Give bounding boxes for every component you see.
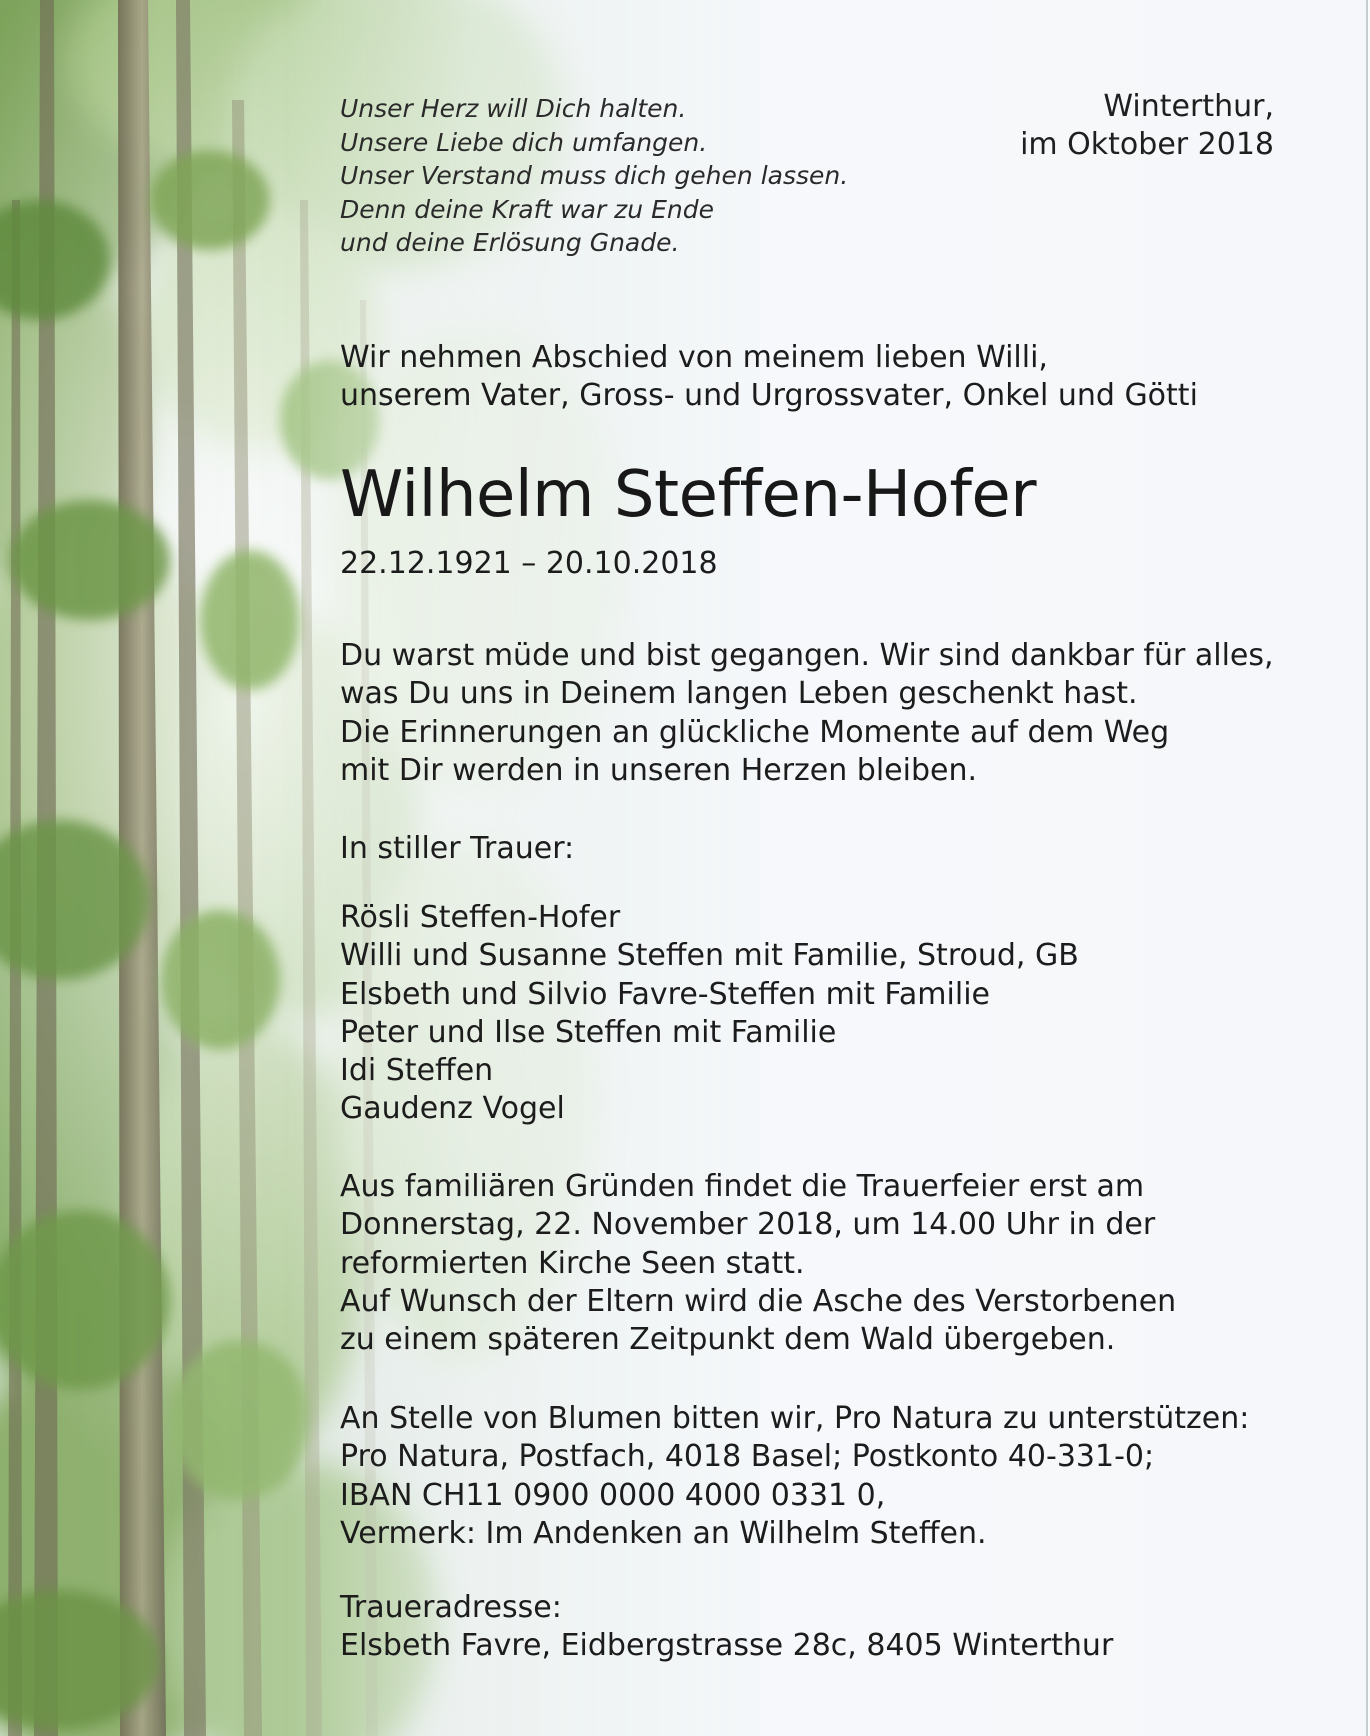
donation-info [340,1400,1249,1553]
mourning-label: In stiller Trauer: [340,831,575,866]
text-line: zu einem späteren Zeitpunkt dem Wald übergeben. [340,1322,1116,1358]
poem-line: Unser Herz will Dich halten. [340,94,687,123]
poem-line: und deine Erlösung Gnade. [340,228,680,257]
text-line: An Stelle von Blumen bitten wir, Pro Natura zu unterstützen: [340,1401,1250,1436]
place-and-date [1020,88,1274,164]
notice-content [340,0,1340,1736]
family-member: Peter und Ilse Steffen mit Familie [340,1014,837,1050]
text-line: reformierten Kirche Seen statt. [340,1245,805,1281]
ceremony-info [340,1168,1176,1359]
farewell-intro [340,339,1198,415]
address-line: Elsbeth Favre, Eidbergstrasse 28c, 8405 Winterthur [340,1628,1114,1664]
text-line: Pro Natura, Postfach, 4018 Basel; Postkonto 40-331-0; [340,1439,1155,1475]
text-line: was Du uns in Deinem langen Leben geschenkt hast. [340,676,1138,712]
text-line: Aus familiären Gründen findet die Trauerfeier erst am [340,1169,1145,1204]
family-member: Willi und Susanne Steffen mit Familie, Stroud, GB [340,938,1079,974]
text-line: mit Dir werden in unseren Herzen bleiben. [340,752,978,788]
poem-line: Unsere Liebe dich umfangen. [340,127,708,157]
address-label: Traueradresse: [340,1590,562,1625]
poem-line: Unser Verstand muss dich gehen lassen. [340,161,849,190]
intro-line: Wir nehmen Abschied von meinem lieben Willi, [340,340,1048,375]
deceased-name: Wilhelm Steffen-Hofer [340,458,1037,532]
family-member: Elsbeth und Silvio Favre-Steffen mit Familie [340,976,990,1012]
mourning-label-block [340,830,574,868]
life-dates: 22.12.1921 – 20.10.2018 [340,546,718,581]
place: Winterthur, [1103,89,1274,124]
date: im Oktober 2018 [1020,127,1274,162]
text-line: Auf Wunsch der Eltern wird die Asche des Verstorbenen [340,1283,1177,1319]
text-line: Vermerk: Im Andenken an Wilhelm Steffen. [340,1515,987,1551]
family-list [340,899,1079,1129]
family-member: Gaudenz Vogel [340,1091,565,1127]
text-line: Du warst müde und bist gegangen. Wir sind dankbar für alles, [340,638,1274,673]
intro-line: unserem Vater, Gross- und Urgrossvater, Onkel und Götti [340,378,1198,413]
family-member: Idi Steffen [340,1053,494,1089]
text-line: Donnerstag, 22. November 2018, um 14.00 Uhr in der [340,1207,1156,1243]
mourning-address [340,1589,1113,1666]
family-member: Rösli Steffen-Hofer [340,900,621,935]
farewell-text [340,637,1274,790]
poem-line: Denn deine Kraft war zu Ende [340,194,714,224]
memorial-poem [340,92,900,260]
text-line: IBAN CH11 0900 0000 4000 0331 0, [340,1477,886,1513]
text-line: Die Erinnerungen an glückliche Momente auf dem Weg [340,714,1170,750]
